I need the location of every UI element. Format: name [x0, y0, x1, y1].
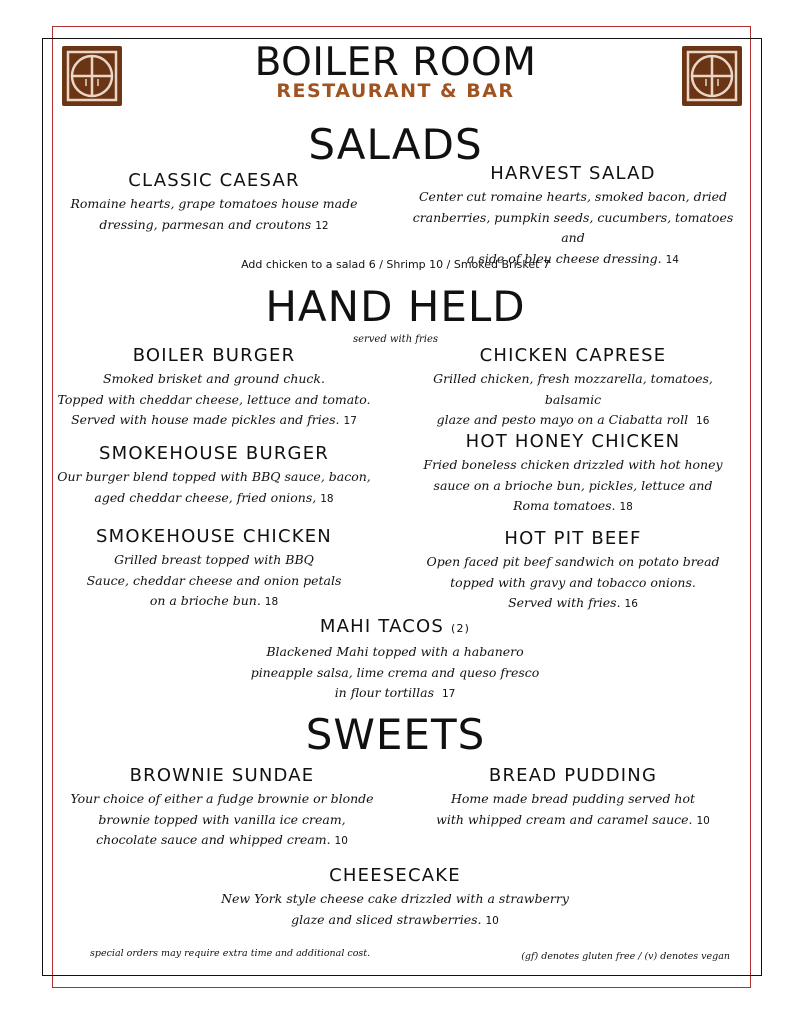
hand-held-subtitle: served with fries	[352, 334, 439, 345]
item-price: 12	[315, 219, 329, 232]
item-name: SMOKEHOUSE BURGER	[99, 443, 329, 464]
item-description: Smoked brisket and ground chuck. Topped with cheddar cheese, lettuce and tomato. Served with house made pickles and fries. 17	[57, 371, 371, 427]
item-name: CHEESECAKE	[329, 865, 461, 886]
hand-held-heading: HAND HELD	[265, 282, 526, 331]
menu-item-hot-pit-beef	[404, 528, 742, 615]
menu-item-smokehouse-burger	[56, 443, 372, 509]
item-price: 14	[665, 253, 679, 266]
salad-addon-note: Add chicken to a salad 6 / Shrimp 10 / Smoked Brisket 7	[241, 258, 550, 271]
menu-item-classic-caesar	[56, 170, 372, 236]
item-description: Grilled chicken, fresh mozzarella, tomatoes, balsamic glaze and pesto mayo on a Ciabatta roll 16	[433, 371, 713, 427]
item-price: 18	[264, 596, 279, 608]
item-name: CLASSIC CAESAR	[128, 170, 300, 191]
item-name: HARVEST SALAD	[490, 163, 656, 184]
menu-item-hot-honey-chicken	[404, 431, 742, 518]
restaurant-subtitle: RESTAURANT & BAR	[276, 80, 515, 102]
item-description: Open faced pit beef sandwich on potato bread topped with gravy and tobacco onions. Served with fries. 16	[426, 554, 720, 610]
item-price: 10	[485, 914, 499, 927]
item-name: SMOKEHOUSE CHICKEN	[96, 526, 332, 547]
item-description: Home made bread pudding served hot with whipped cream and caramel sauce. 10	[436, 791, 710, 827]
item-price: 16	[624, 598, 638, 610]
menu-item-boiler-burger	[56, 345, 372, 432]
menu-item-mahi-tacos	[220, 616, 570, 705]
item-price: 17	[343, 415, 357, 427]
item-description: Grilled breast topped with BBQ Sauce, cheddar cheese and onion petals on a brioche bun. 18	[86, 552, 342, 608]
item-name: HOT HONEY CHICKEN	[465, 431, 681, 452]
item-description: Fried boneless chicken drizzled with hot honey sauce on a brioche bun, pickles, lettuce and Roma tomatoes. 18	[423, 457, 723, 513]
item-name: BROWNIE SUNDAE	[129, 765, 315, 786]
menu-item-cheesecake	[210, 865, 580, 931]
item-description: Our burger blend topped with BBQ sauce, bacon, aged cheddar cheese, fried onions, 18	[57, 469, 371, 505]
item-name: HOT PIT BEEF	[504, 528, 642, 549]
footer-special-orders-note: special orders may require extra time and additional cost.	[90, 948, 371, 959]
item-description: Center cut romaine hearts, smoked bacon, dried cranberries, pumpkin seeds, cucumbers, tomatoes and a side of bleu cheese dressing. 14	[412, 189, 734, 266]
item-name: CHICKEN CAPRESE	[479, 345, 667, 366]
footer-dietary-legend: (gf) denotes gluten free / (v) denotes vegan	[521, 951, 730, 962]
item-description: Your choice of either a fudge brownie or blonde brownie topped with vanilla ice cream, chocolate sauce and whipped cream. 10	[70, 791, 374, 847]
menu-item-smokehouse-chicken	[56, 526, 372, 613]
item-description: Romaine hearts, grape tomatoes house made dressing, parmesan and croutons 12	[70, 196, 358, 232]
item-price: 17	[441, 688, 456, 700]
item-count: (2)	[450, 622, 471, 635]
item-price: 16	[696, 415, 710, 427]
item-price: 10	[334, 835, 348, 847]
menu-item-chicken-caprese	[404, 345, 742, 432]
item-name: MAHI TACOS (2)	[319, 616, 471, 637]
salads-heading: SALADS	[308, 120, 483, 169]
item-name: BREAD PUDDING	[488, 765, 658, 786]
sweets-heading: SWEETS	[305, 710, 486, 759]
item-price: 10	[696, 814, 710, 827]
restaurant-name: BOILER ROOM	[254, 40, 537, 85]
menu-item-harvest-salad	[404, 163, 742, 270]
item-description: Blackened Mahi topped with a habanero pineapple salsa, lime crema and queso fresco in flour tortillas 17	[250, 644, 540, 700]
menu-item-bread-pudding	[404, 765, 742, 831]
item-description: New York style cheese cake drizzled with a strawberry glaze and sliced strawberries. 10	[221, 891, 569, 927]
item-price: 18	[320, 492, 334, 505]
item-name: BOILER BURGER	[132, 345, 296, 366]
menu-item-brownie-sundae	[56, 765, 388, 852]
item-price: 18	[619, 501, 633, 513]
